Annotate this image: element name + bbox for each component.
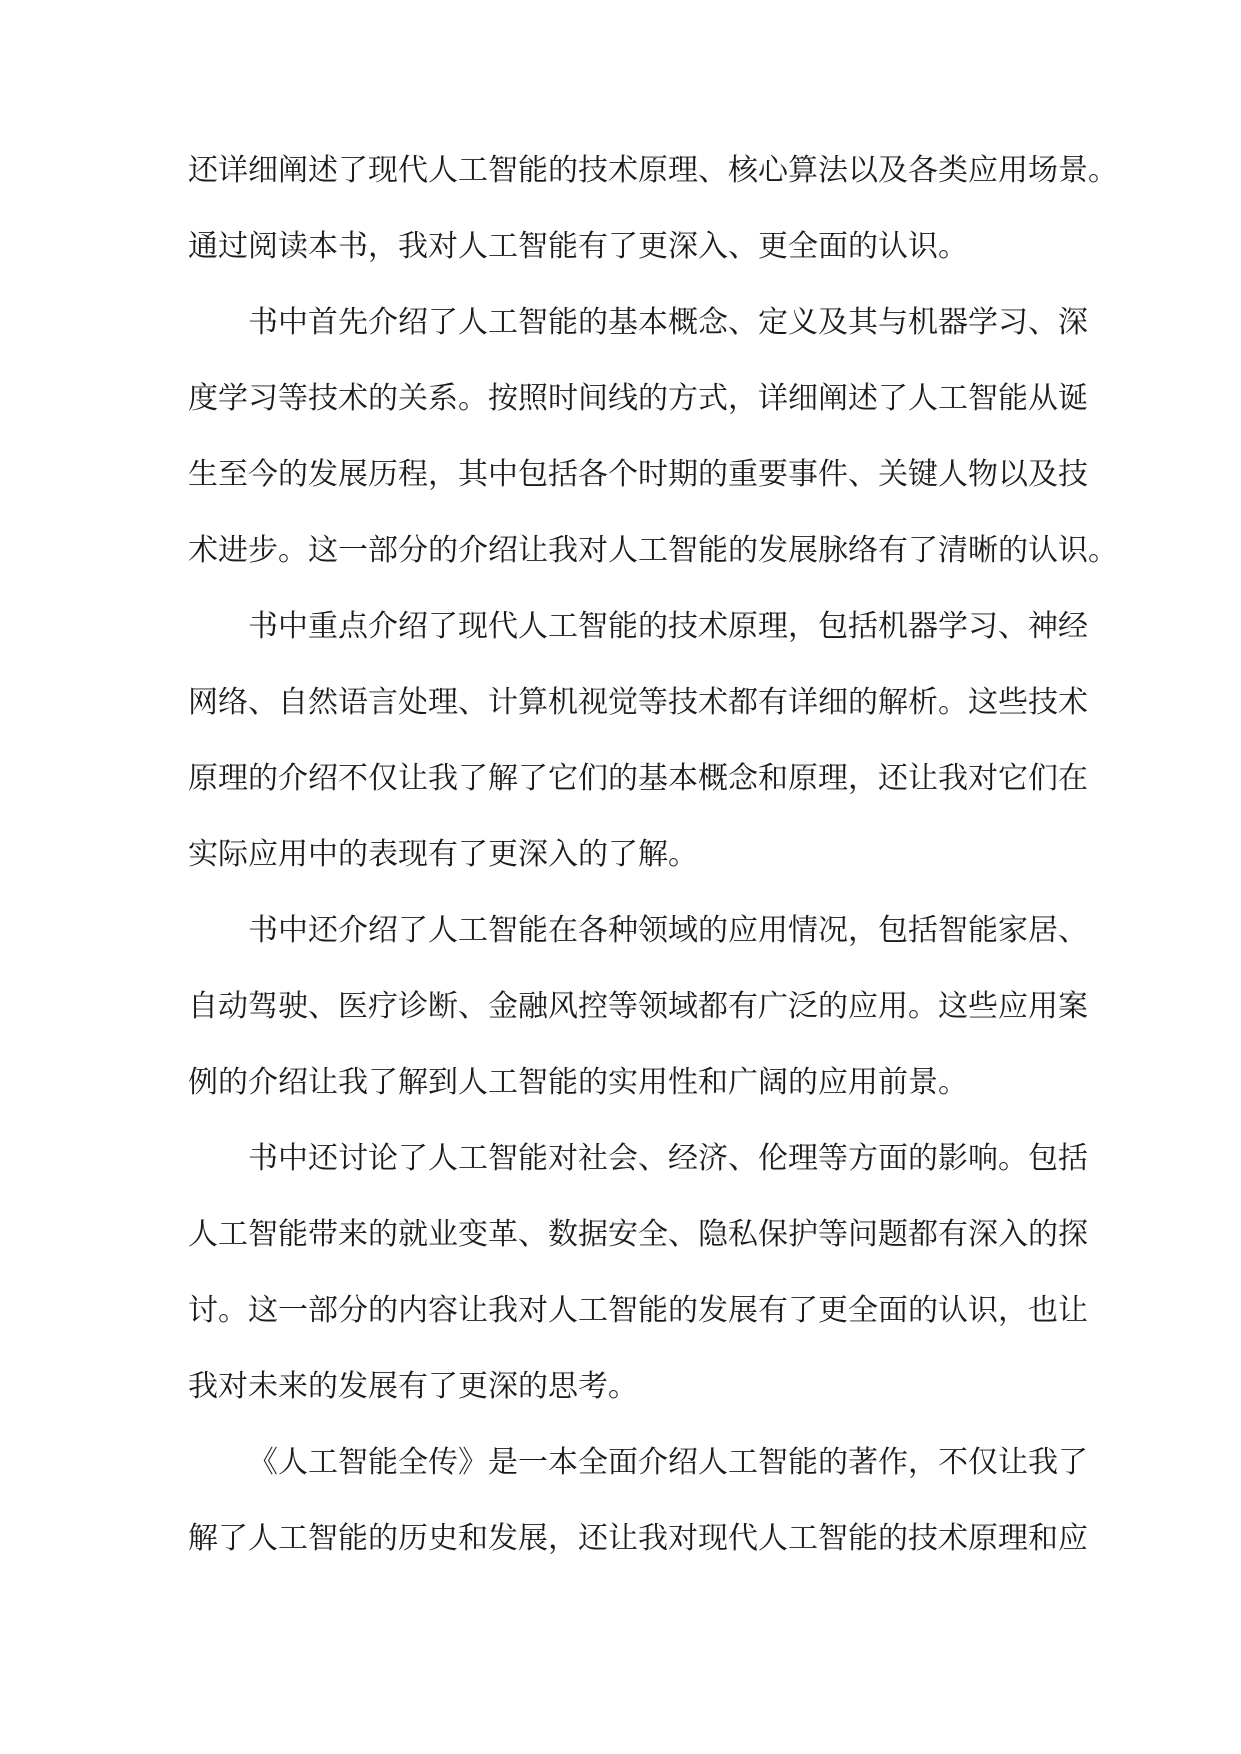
paragraph-first-line: 书中还介绍了人工智能在各种领域的应用情况，包括智能家居、 [248,913,1088,948]
text-line: 生至今的发展历程，其中包括各个时期的重要事件、关键人物以及技 [188,457,1088,492]
text-line: 通过阅读本书，我对人工智能有了更深入、更全面的认识。 [188,229,968,264]
text-line: 网络、自然语言处理、计算机视觉等技术都有详细的解析。这些技术 [188,685,1088,720]
text-line: 自动驾驶、医疗诊断、金融风控等领域都有广泛的应用。这些应用案 [188,989,1088,1024]
text-line: 实际应用中的表现有了更深入的了解。 [188,837,698,872]
text-line: 原理的介绍不仅让我了解了它们的基本概念和原理，还让我对它们在 [188,761,1088,796]
paragraph-first-line: 书中还讨论了人工智能对社会、经济、伦理等方面的影响。包括 [248,1141,1088,1176]
body-text [188,133,1118,1577]
paragraph-first-line: 书中首先介绍了人工智能的基本概念、定义及其与机器学习、深 [248,305,1088,340]
text-line: 度学习等技术的关系。按照时间线的方式，详细阐述了人工智能从诞 [188,381,1088,416]
text-line: 讨。这一部分的内容让我对人工智能的发展有了更全面的认识，也让 [188,1293,1088,1328]
text-line: 解了人工智能的历史和发展，还让我对现代人工智能的技术原理和应 [188,1521,1088,1556]
text-line: 例的介绍让我了解到人工智能的实用性和广阔的应用前景。 [188,1065,968,1100]
text-line: 术进步。这一部分的介绍让我对人工智能的发展脉络有了清晰的认识。 [188,533,1118,568]
text-line: 我对未来的发展有了更深的思考。 [188,1369,638,1404]
text-line: 人工智能带来的就业变革、数据安全、隐私保护等问题都有深入的探 [188,1217,1088,1252]
paragraph-first-line: 《人工智能全传》是一本全面介绍人工智能的著作，不仅让我了 [248,1445,1088,1480]
text-line: 还详细阐述了现代人工智能的技术原理、核心算法以及各类应用场景。 [188,153,1118,188]
paragraph-first-line: 书中重点介绍了现代人工智能的技术原理，包括机器学习、神经 [248,609,1088,644]
